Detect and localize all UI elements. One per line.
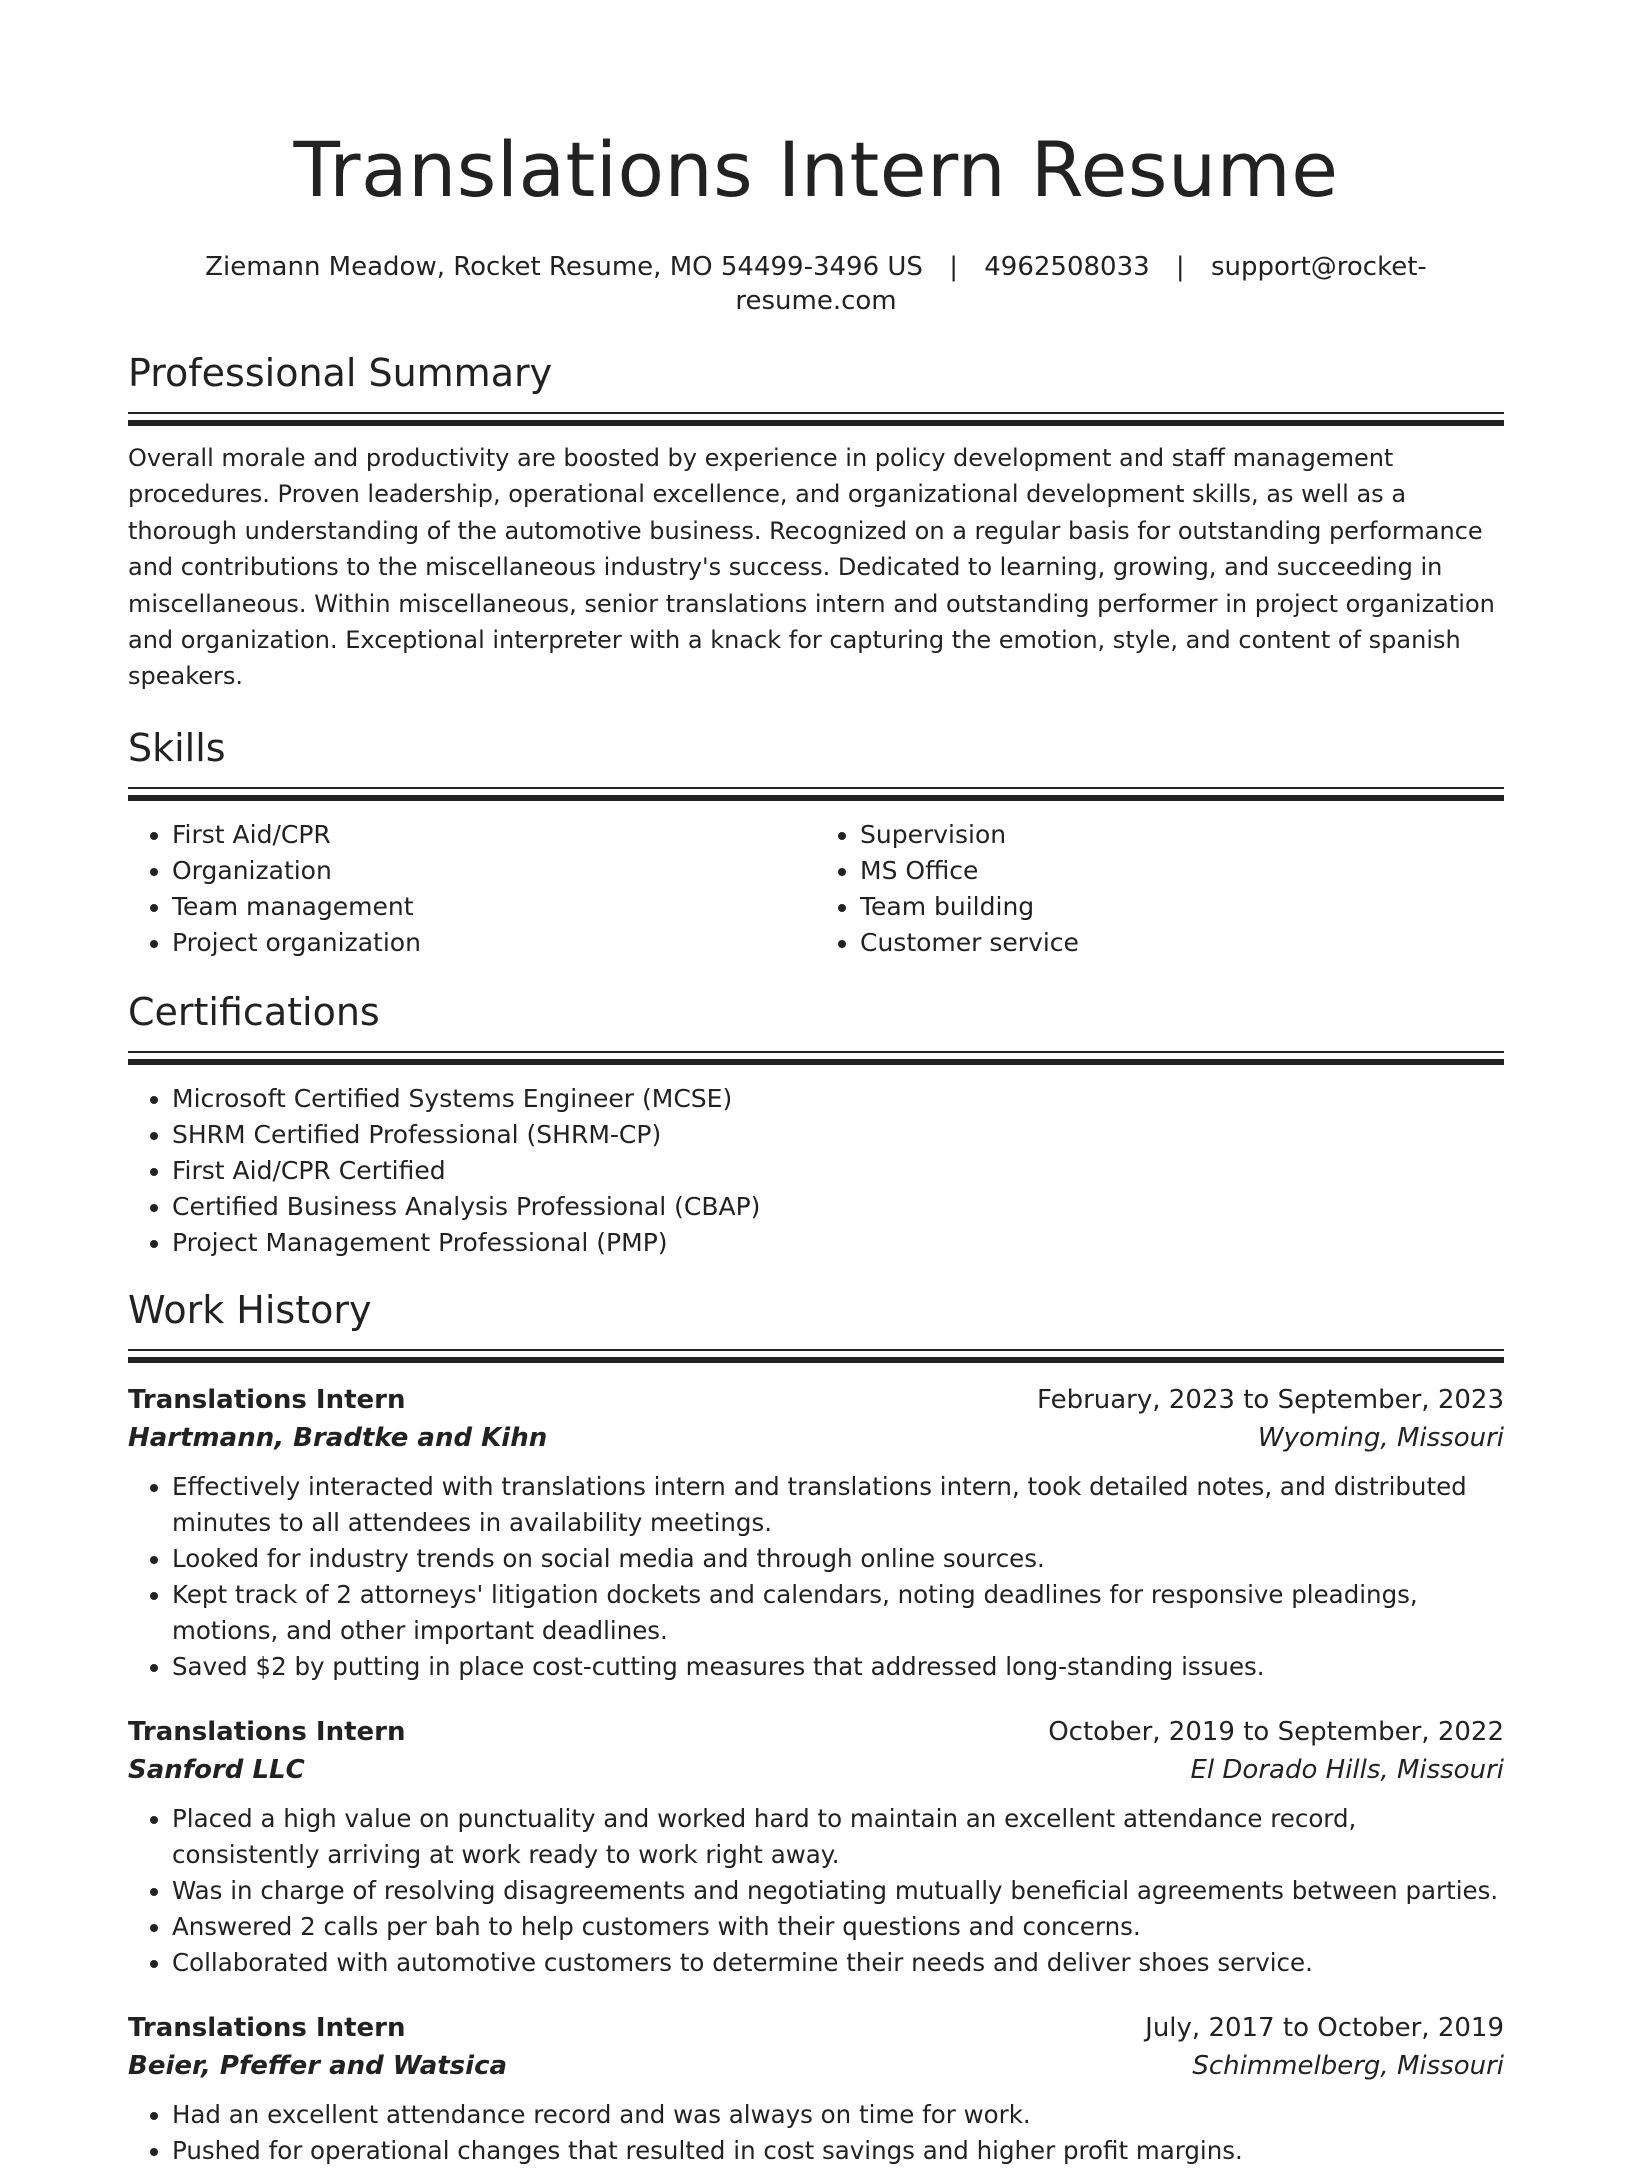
summary-heading: Professional Summary: [128, 351, 553, 395]
job-title: Translations Intern: [128, 1384, 406, 1415]
work-history-section: [128, 1285, 1504, 2169]
contact-line: [128, 250, 1504, 318]
work-history-heading: Work History: [128, 1287, 372, 1332]
job-subheader: [128, 1419, 1504, 1457]
job-bullets: [128, 2097, 1504, 2169]
skill-item: • Team building: [860, 889, 1504, 925]
certification-item: • SHRM Certified Professional (SHRM-CP): [172, 1117, 1504, 1153]
certification-item: • Project Management Professional (PMP): [172, 1225, 1504, 1261]
skill-item: • Customer service: [860, 925, 1504, 961]
summary-section: [128, 348, 1504, 695]
job-bullets: [128, 1801, 1504, 1981]
job-bullet: • Kept track of 2 attorneys' litigation dockets and calendars, noting deadlines for responsive pleadings, motions, and other important deadlines.: [172, 1577, 1504, 1649]
section-divider: [128, 412, 1504, 426]
job-company: Sanford LLC: [128, 1754, 305, 1785]
job-bullet: • Was in charge of resolving disagreements and negotiating mutually beneficial agreements between parties.: [172, 1873, 1504, 1909]
skills-right-list: [816, 817, 1504, 961]
section-divider: [128, 1051, 1504, 1065]
job-dates: February, 2023 to September, 2023: [1037, 1384, 1504, 1415]
skill-item: • First Aid/CPR: [172, 817, 816, 853]
job-location: Wyoming, Missouri: [1257, 1422, 1504, 1453]
job-dates: October, 2019 to September, 2022: [1048, 1716, 1504, 1747]
job-header: [128, 1713, 1504, 1751]
section-divider: [128, 1349, 1504, 1363]
contact-phone: 4962508033: [984, 252, 1150, 282]
contact-separator: |: [1175, 252, 1185, 282]
job-entry: [128, 2009, 1504, 2169]
contact-separator: |: [949, 252, 958, 282]
skill-item: • Supervision: [860, 817, 1504, 853]
job-company: Beier, Pfeffer and Watsica: [128, 2050, 508, 2081]
skill-item: • Organization: [172, 853, 816, 889]
job-bullet: • Looked for industry trends on social media and through online sources.: [172, 1541, 1504, 1577]
certification-item: • Microsoft Certified Systems Engineer (MCSE): [172, 1081, 1504, 1117]
job-bullet: • Pushed for operational changes that resulted in cost savings and higher profit margins.: [172, 2133, 1504, 2169]
job-bullet: • Had an excellent attendance record and was always on time for work.: [172, 2097, 1504, 2133]
job-bullet: • Effectively interacted with translations intern and translations intern, took detailed notes, and distributed minutes to all attendees in availability meetings.: [172, 1469, 1504, 1541]
job-entry: [128, 1381, 1504, 1685]
skills-heading: Skills: [128, 725, 226, 770]
section-divider: [128, 787, 1504, 801]
job-bullet: • Collaborated with automotive customers to determine their needs and deliver shoes service.: [172, 1945, 1504, 1981]
job-bullet: • Placed a high value on punctuality and worked hard to maintain an excellent attendance record, consistently arriving at work ready to work right away.: [172, 1801, 1504, 1873]
contact-email: support@rocket-resume.com: [735, 252, 1427, 316]
certification-item: • Certified Business Analysis Professional (CBAP): [172, 1189, 1504, 1225]
job-bullet: • Saved $2 by putting in place cost-cutting measures that addressed long-standing issues.: [172, 1649, 1504, 1685]
job-location: Schimmelberg, Missouri: [1192, 2050, 1504, 2081]
job-title: Translations Intern: [128, 2012, 406, 2043]
contact-address: Ziemann Meadow, Rocket Resume, MO 54499-3496 US: [205, 252, 923, 282]
certifications-section: [128, 987, 1504, 1261]
job-location: El Dorado Hills, Missouri: [1190, 1754, 1504, 1785]
job-header: [128, 1381, 1504, 1419]
certification-item: • First Aid/CPR Certified: [172, 1153, 1504, 1189]
summary-text: Overall morale and productivity are boosted by experience in policy development and staff management procedures. Proven leadership, operational excellence, and organizational development skills, as well as a thorough understanding of the automotive business. Recognized on a regular basis for outstanding performance and contributions to the miscellaneous industry's success. Dedicated to learning, growing, and succeeding in miscellaneous. Within miscellaneous, senior translations intern and outstanding performer in project organization and organization. Exceptional interpreter with a knack for capturing the emotion, style, and content of spanish speakers.: [128, 444, 1495, 691]
job-subheader: [128, 2047, 1504, 2085]
skills-left-list: [128, 817, 816, 961]
certifications-list: [128, 1081, 1504, 1261]
job-bullet: • Answered 2 calls per bah to help customers with their questions and concerns.: [172, 1909, 1504, 1945]
skills-section: [128, 723, 1504, 961]
skills-grid: [128, 817, 1504, 961]
skill-item: • MS Office: [860, 853, 1504, 889]
skill-item: • Project organization: [172, 925, 816, 961]
certifications-heading: Certifications: [128, 989, 380, 1034]
resume-title: Translations Intern Resume: [293, 125, 1339, 214]
job-dates: July, 2017 to October, 2019: [1145, 2012, 1504, 2043]
job-entry: [128, 1713, 1504, 1981]
job-bullets: [128, 1469, 1504, 1685]
job-company: Hartmann, Bradtke and Kihn: [128, 1422, 548, 1453]
job-subheader: [128, 1751, 1504, 1789]
skill-item: • Team management: [172, 889, 816, 925]
job-title: Translations Intern: [128, 1716, 406, 1747]
job-header: [128, 2009, 1504, 2047]
